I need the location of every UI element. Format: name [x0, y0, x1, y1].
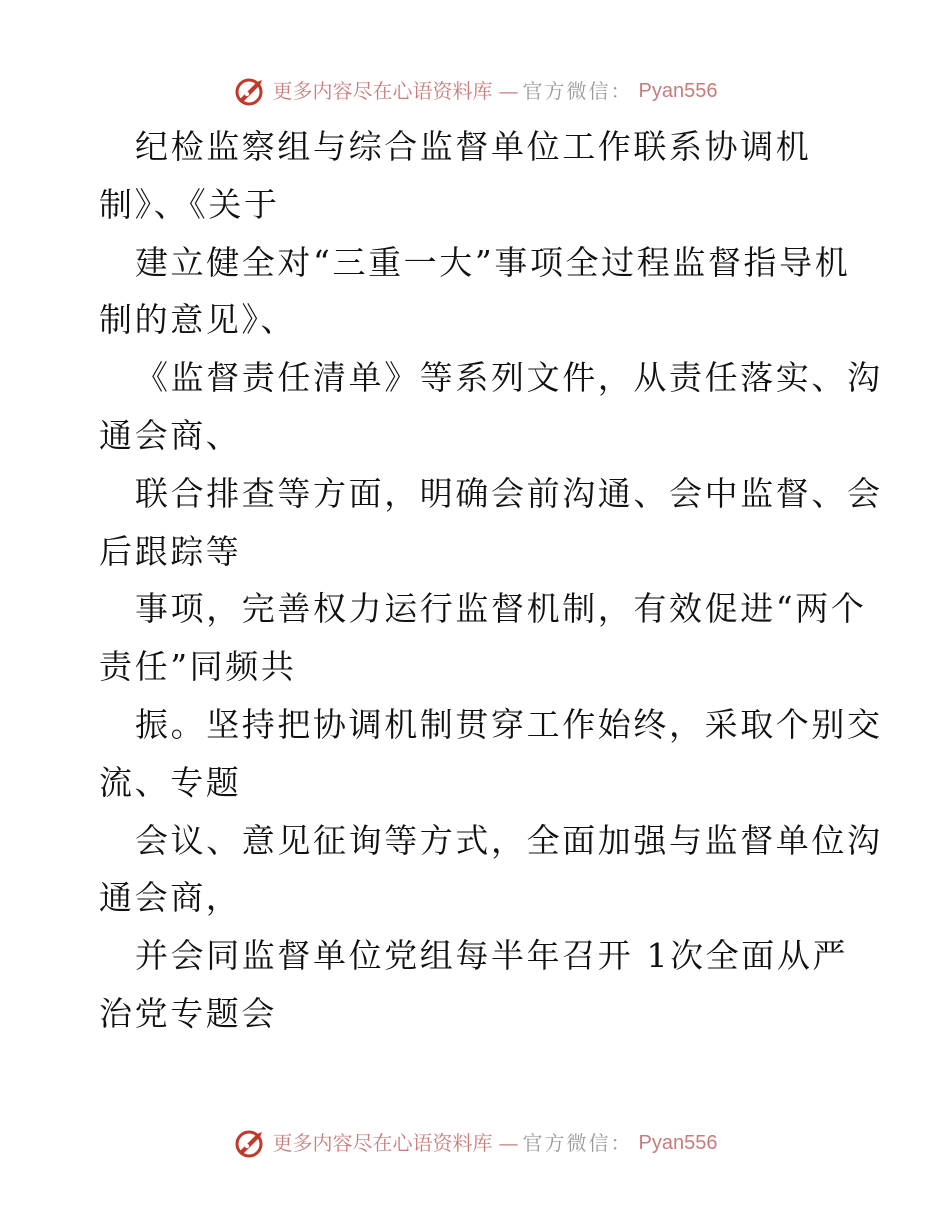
paragraph-2: [99, 234, 859, 350]
paragraph-line: 制》、《关于: [99, 184, 280, 224]
paragraph-line: 责任”同频共: [99, 647, 297, 687]
paragraph-line: 流、专题: [99, 762, 242, 802]
watermark-wechat-id: Pyan556: [638, 1132, 718, 1154]
paragraph-1: [99, 118, 859, 234]
paragraph-line: 后跟踪等: [99, 531, 242, 571]
paragraph-line: 并会同监督单位党组每半年召开 1次全面从严: [135, 936, 849, 976]
watermark-main-text: 更多内容尽在心语资料库: [272, 79, 493, 103]
watermark-wechat-label: 官方微信：: [522, 79, 633, 103]
paragraph-line: 通会商，: [99, 878, 242, 918]
paragraph-line: 振。坚持把协调机制贯穿工作始终，采取个别交: [135, 704, 883, 744]
paragraph-7: [99, 812, 883, 928]
paragraph-line: 《监督责任清单》等系列文件，从责任落实、沟: [135, 358, 883, 398]
paragraph-line: 会议、意见征询等方式，全面加强与监督单位沟: [135, 820, 883, 860]
watermark-wechat-label: 官方微信：: [522, 1131, 633, 1155]
paragraph-line: 建立健全对“三重一大”事项全过程监督指导机: [135, 242, 851, 282]
paragraph-8: [99, 927, 859, 1043]
paragraph-line: 通会商、: [99, 415, 242, 455]
watermark-main-text: 更多内容尽在心语资料库: [272, 1131, 493, 1155]
pen-logo-icon: [233, 74, 267, 108]
watermark-dash: —: [498, 1131, 517, 1155]
watermark-dash: —: [498, 79, 517, 103]
paragraph-line: 治党专题会: [99, 993, 277, 1033]
header-watermark: [0, 74, 950, 108]
paragraph-6: [99, 696, 883, 812]
document-body: [99, 118, 883, 1043]
paragraph-4: [99, 465, 883, 581]
paragraph-line: 纪检监察组与综合监督单位工作联系协调机: [135, 127, 812, 166]
paragraph-5: [99, 580, 867, 696]
paragraph-3: [99, 349, 883, 465]
pen-logo-icon: [233, 1126, 267, 1160]
paragraph-line: 制的意见》、: [99, 300, 297, 340]
paragraph-line: 事项，完善权力运行监督机制，有效促进“两个: [135, 589, 867, 629]
footer-watermark: [0, 1126, 950, 1160]
watermark-wechat-id: Pyan556: [638, 80, 718, 102]
paragraph-line: 联合排查等方面，明确会前沟通、会中监督、会: [135, 473, 883, 513]
